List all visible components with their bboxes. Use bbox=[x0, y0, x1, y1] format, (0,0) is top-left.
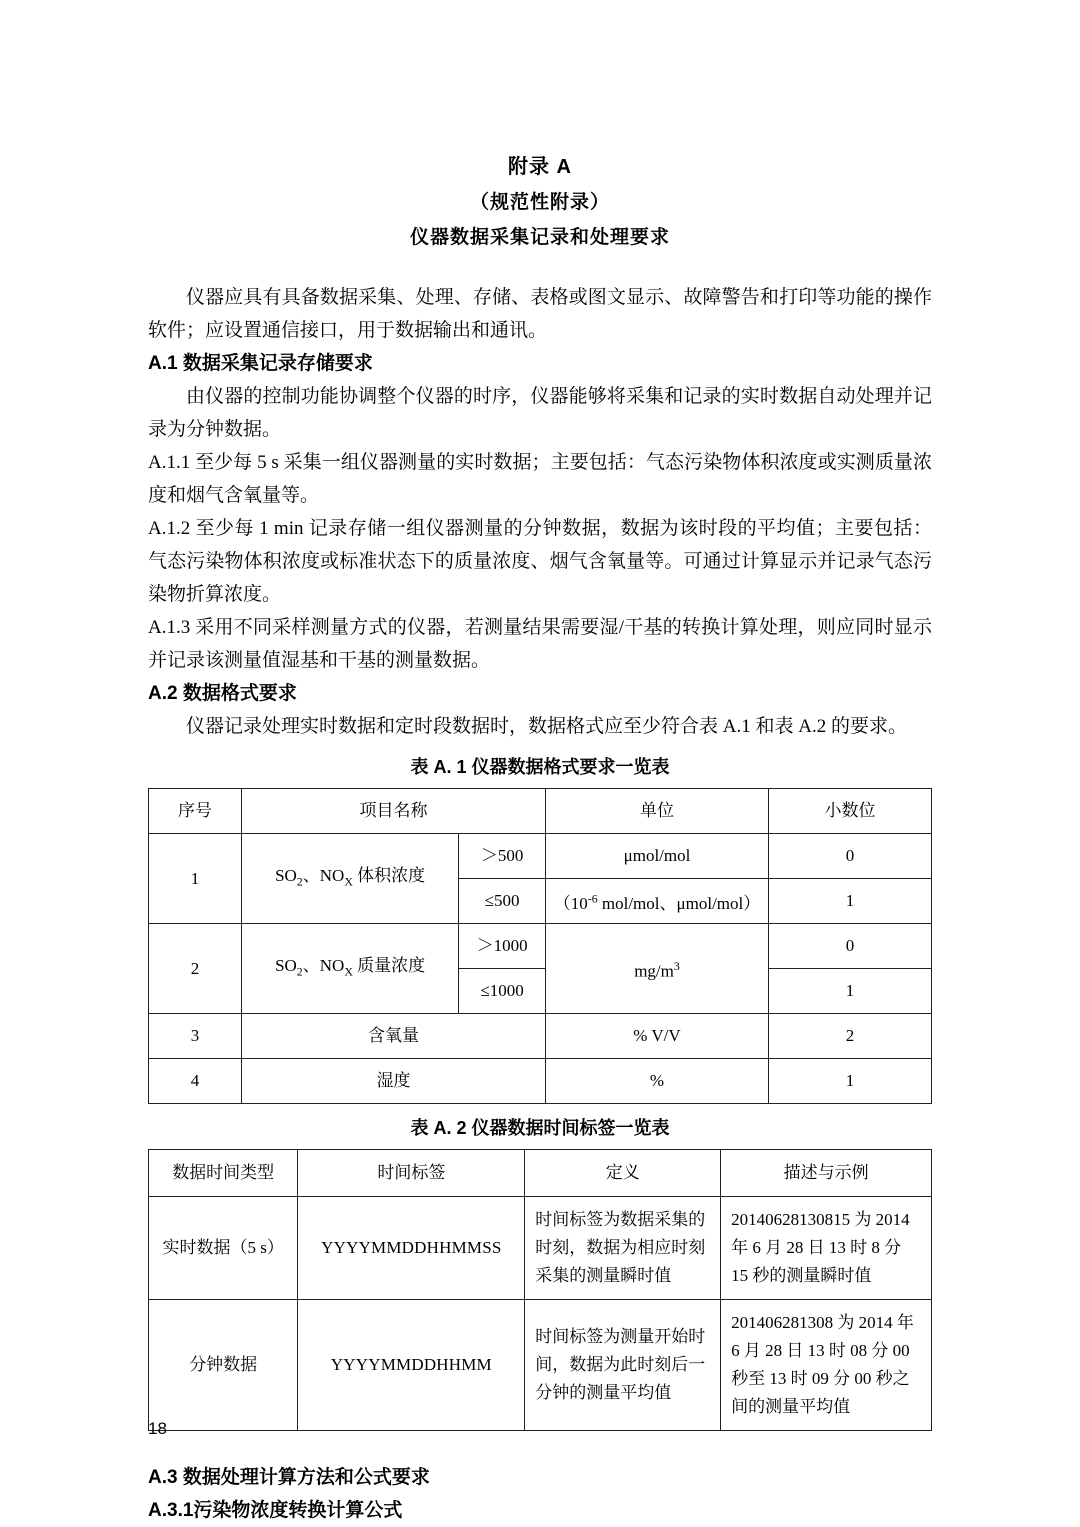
th-no: 序号 bbox=[149, 789, 242, 834]
cell-unit-2: $mg/m^3$ bbox=[546, 924, 769, 1014]
th-decimal: 小数位 bbox=[769, 789, 932, 834]
page-number: 18 bbox=[148, 1419, 167, 1438]
table-row bbox=[149, 1197, 932, 1300]
th-example: 描述与示例 bbox=[721, 1150, 932, 1197]
cell-no-1: 1 bbox=[149, 834, 242, 924]
cell-name-2 bbox=[242, 924, 459, 1014]
a11-paragraph: A.1.1 至少每 5 s 采集一组仪器测量的实时数据；主要包括：气态污染物体积浓度或实测质量浓度和烟气含氧量等。 bbox=[148, 452, 932, 506]
cell-cond-2b: ≤1000 bbox=[459, 969, 546, 1014]
appendix-title: 仪器数据采集记录和处理要求 bbox=[409, 227, 670, 248]
cell-unit-1b: （$10^{-6}$ mol/mol、μmol/mol） bbox=[546, 879, 769, 924]
cell-dec-1a: 0 bbox=[769, 834, 932, 879]
table-a1-caption: 表 A. 1 仪器数据格式要求一览表 bbox=[410, 757, 670, 777]
appendix-type: （规范性附录） bbox=[469, 192, 610, 213]
table-row bbox=[149, 1300, 932, 1431]
table-a1 bbox=[148, 788, 932, 1104]
a13-paragraph: A.1.3 采用不同采样测量方式的仪器，若测量结果需要湿/干基的转换计算处理，则应同时显示并记录该测量值湿基和干基的测量数据。 bbox=[148, 617, 932, 671]
cell-tag-2: YYYYMMDDHHMM bbox=[298, 1300, 525, 1431]
table-row-header bbox=[149, 1150, 932, 1197]
cell-cond-1b: ≤500 bbox=[459, 879, 546, 924]
cell-name-1 bbox=[242, 834, 459, 924]
cell-no-4: 4 bbox=[149, 1059, 242, 1104]
intro-paragraph: 仪器应具有具备数据采集、处理、存储、表格或图文显示、故障警告和打印等功能的操作软件；应设置通信接口，用于数据输出和通讯。 bbox=[148, 287, 932, 341]
cell-name-4: 湿度 bbox=[242, 1059, 546, 1104]
section-a31-heading: A.3.1污染物浓度转换计算公式 bbox=[148, 1500, 403, 1521]
cell-example-2: 201406281308 为 2014 年 6 月 28 日 13 时 08 分 00 秒至 13 时 09 分 00 秒之间的测量平均值 bbox=[721, 1300, 932, 1431]
section-a2-heading: A.2 数据格式要求 bbox=[148, 683, 297, 704]
table-row bbox=[149, 834, 932, 879]
cell-type-2: 分钟数据 bbox=[149, 1300, 298, 1431]
a12-paragraph: A.1.2 至少每 1 min 记录存储一组仪器测量的分钟数据，数据为该时段的平均值；主要包括：气态污染物体积浓度或标准状态下的质量浓度、烟气含氧量等。可通过计算显示并记录气态污染物折算浓度。 bbox=[148, 518, 932, 605]
cell-unit-1a: μmol/mol bbox=[546, 834, 769, 879]
cell-dec-1b: 1 bbox=[769, 879, 932, 924]
table-a2 bbox=[148, 1149, 932, 1431]
table-row bbox=[149, 924, 932, 969]
cell-example-1: 20140628130815 为 2014 年 6 月 28 日 13 时 8 分 15 秒的测量瞬时值 bbox=[721, 1197, 932, 1300]
name-text-2: $SO_2$、$NO_X$ 质量浓度 bbox=[275, 955, 426, 979]
cell-def-1: 时间标签为数据采集的时刻，数据为相应时刻采集的测量瞬时值 bbox=[525, 1197, 721, 1300]
cell-cond-1a: ＞500 bbox=[459, 834, 546, 879]
cell-def-2: 时间标签为测量开始时间，数据为此时刻后一分钟的测量平均值 bbox=[525, 1300, 721, 1431]
a1-paragraph: 由仪器的控制功能协调整个仪器的时序，仪器能够将采集和记录的实时数据自动处理并记录为分钟数据。 bbox=[148, 386, 932, 440]
appendix-label: 附录 A bbox=[508, 156, 572, 178]
table-row bbox=[149, 1014, 932, 1059]
cell-cond-2a: ＞1000 bbox=[459, 924, 546, 969]
cell-no-3: 3 bbox=[149, 1014, 242, 1059]
th-timetag: 时间标签 bbox=[298, 1150, 525, 1197]
name-text-1: $SO_2$、$NO_X$ 体积浓度 bbox=[275, 865, 426, 889]
th-name: 项目名称 bbox=[242, 789, 546, 834]
th-datatype: 数据时间类型 bbox=[149, 1150, 298, 1197]
cell-no-2: 2 bbox=[149, 924, 242, 1014]
th-unit: 单位 bbox=[546, 789, 769, 834]
cell-unit-4: % bbox=[546, 1059, 769, 1104]
a2-paragraph: 仪器记录处理实时数据和定时段数据时，数据格式应至少符合表 A.1 和表 A.2 的要求。 bbox=[186, 716, 907, 737]
section-a1-heading: A.1 数据采集记录存储要求 bbox=[148, 353, 373, 374]
cell-dec-4: 1 bbox=[769, 1059, 932, 1104]
appendix-title-block bbox=[148, 150, 932, 255]
cell-dec-3: 2 bbox=[769, 1014, 932, 1059]
cell-unit-3: % V/V bbox=[546, 1014, 769, 1059]
cell-tag-1: YYYYMMDDHHMMSS bbox=[298, 1197, 525, 1300]
table-row-header bbox=[149, 789, 932, 834]
section-a3-heading: A.3 数据处理计算方法和公式要求 bbox=[148, 1467, 430, 1488]
cell-dec-2a: 0 bbox=[769, 924, 932, 969]
table-a2-caption: 表 A. 2 仪器数据时间标签一览表 bbox=[410, 1118, 670, 1138]
cell-type-1: 实时数据（5 s） bbox=[149, 1197, 298, 1300]
cell-dec-2b: 1 bbox=[769, 969, 932, 1014]
th-definition: 定义 bbox=[525, 1150, 721, 1197]
table-row bbox=[149, 1059, 932, 1104]
cell-name-3: 含氧量 bbox=[242, 1014, 546, 1059]
